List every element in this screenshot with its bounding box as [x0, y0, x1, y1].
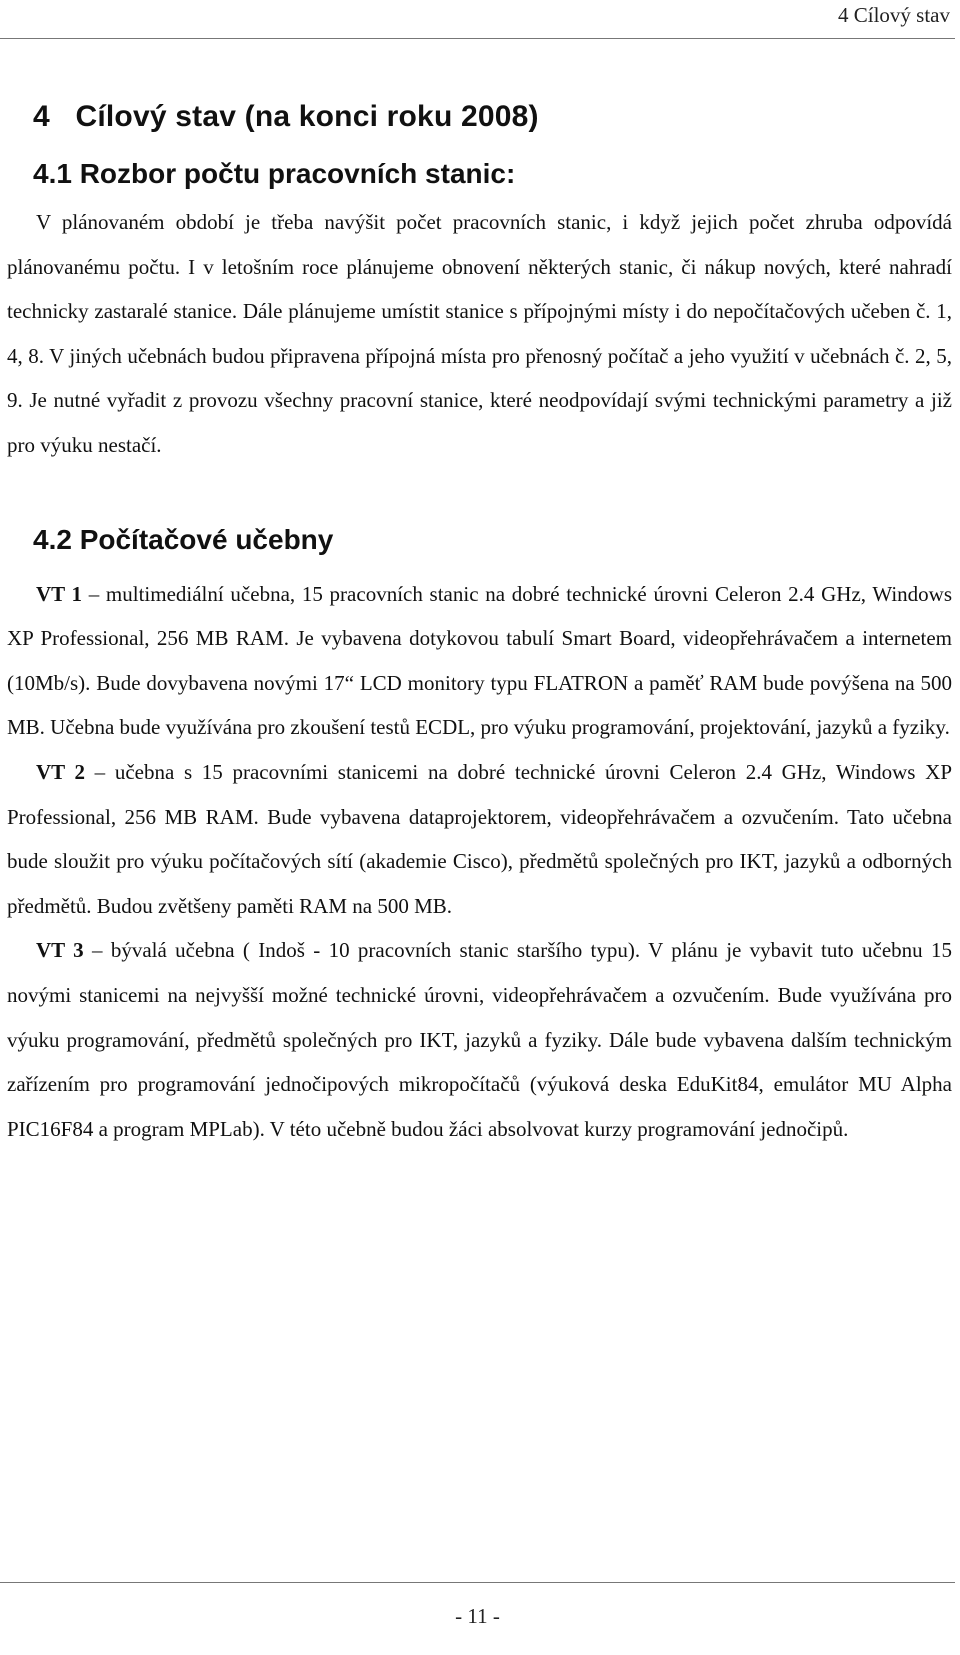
page-content — [7, 88, 952, 1151]
room-label-vt3: VT 3 — [36, 938, 84, 963]
running-header-title: 4 Cílový stav — [837, 3, 950, 27]
room-paragraph-vt3 — [7, 928, 952, 1151]
page-footer — [0, 1582, 955, 1628]
room-paragraph-vt1 — [7, 572, 952, 750]
room-label-vt1: VT 1 — [36, 581, 82, 606]
room-text-vt2: – učebna s 15 pracovními stanicemi na dobré technické úrovni Celeron 2.4 GHz, Windows XP Professional, 256 MB RAM. Bude vybavena dataprojektorem, videopřehrávačem a ozvučením. Tato učebna bude sloužit pro výuku počítačových sítí (akademie Cisco), předmětů společných pro IKT, jazyků a odborných předmětů. Budou zvětšeny paměti RAM na 500 MB. — [7, 759, 952, 918]
section-heading-4-1: 4.1 Rozbor počtu pracovních stanic: — [33, 158, 516, 189]
section-4-1-paragraph: V plánovaném období je třeba navýšit počet pracovních stanic, i když jejich počet zhruba odpovídá plánovanému počtu. I v letošním roce plánujeme obnovení některých stanic, či nákup nových, které nahradí technicky zastaralé stanice. Dále plánujeme umístit stanice s přípojnými místy i do nepočítačových učeben č. 1, 4, 8. V jiných učebnách budou připravena přípojná místa pro přenosný počítač a jeho využití v učebnách č. 2, 5, 9. Je nutné vyřadit z provozu všechny pracovní stanice, které neodpovídají svými technickými parametry a již pro výuku nestačí. — [7, 210, 952, 457]
page-header — [0, 0, 955, 39]
room-text-vt3: – bývalá učebna ( Indoš - 10 pracovních stanic staršího typu). V plánu je vybavit tuto učebnu 15 novými stanicemi na nejvyšší možné technické úrovni, videopřehrávačem a ozvučením. Bude využívána pro výuku programování, předmětů společných pro IKT, jazyků a fyziky. Dále bude vybavena dalším technickým zařízením pro programování jednočipových mikropočítačů (výuková deska EduKit84, emulátor MU Alpha PIC16F84 a program MPLab). V této učebně budou žáci absolvovat kurzy programování jednočipů. — [7, 938, 952, 1141]
chapter-heading: 4 Cílový stav (na konci roku 2008) — [33, 100, 539, 133]
room-text-vt1: – multimediální učebna, 15 pracovních stanic na dobré technické úrovni Celeron 2.4 GHz, Windows XP Professional, 256 MB RAM. Je vybavena dotykovou tabulí Smart Board, videopřehrávačem a internetem (10Mb/s). Bude dovybavena novými 17“ LCD monitory typu FLATRON a paměť RAM bude povýšena na 500 MB. Učebna bude využívána pro zkoušení testů ECDL, pro výuku programování, projektování, jazyků a fyziky. — [7, 581, 952, 740]
section-heading-4-2: 4.2 Počítačové učebny — [33, 523, 334, 555]
room-paragraph-vt2 — [7, 750, 952, 928]
page-number: - 11 - — [455, 1604, 500, 1628]
room-label-vt2: VT 2 — [36, 759, 85, 784]
